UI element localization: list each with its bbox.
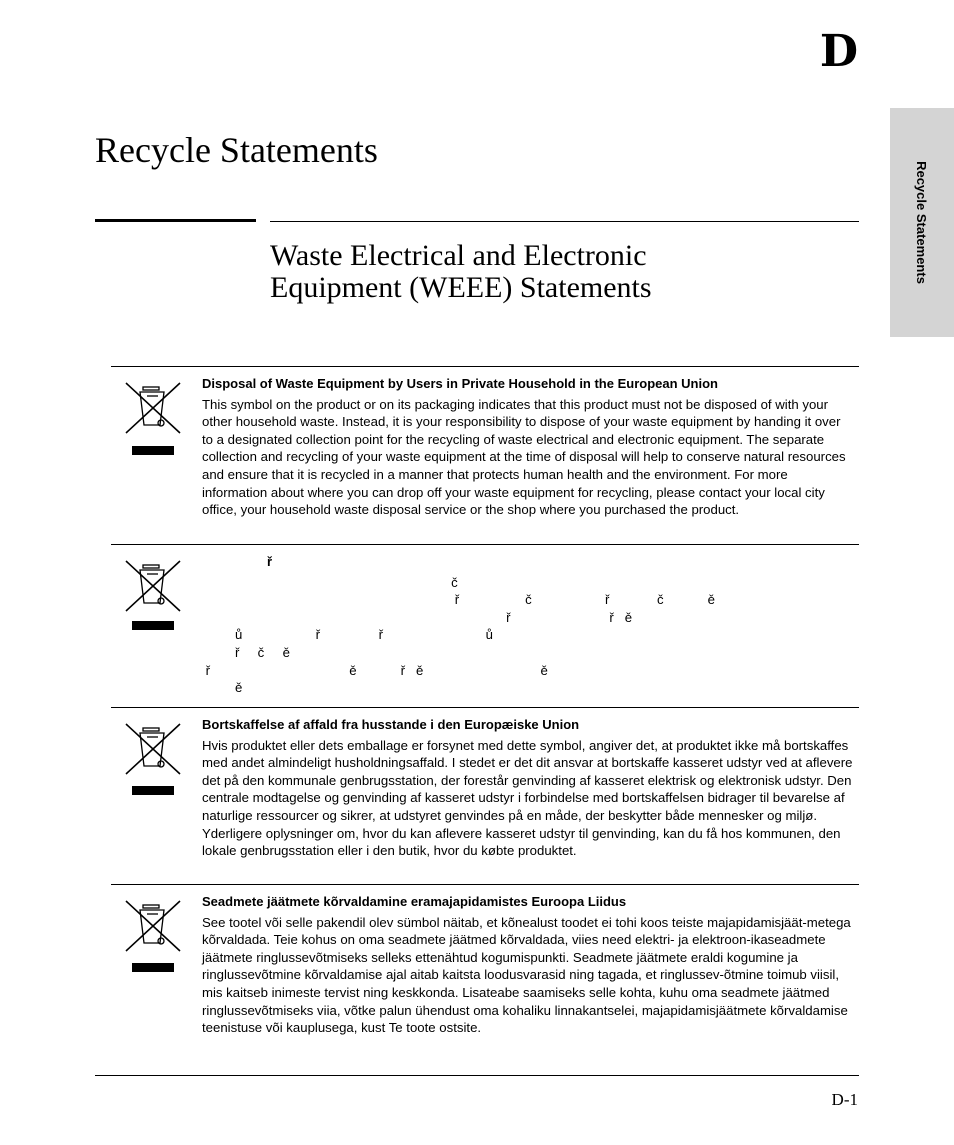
notice-body [202, 553, 859, 699]
notice-estonian [111, 884, 859, 1044]
crossed-out-wheelie-bin-icon [124, 722, 182, 776]
notice-heading: Bortskaffelse af affald fra husstande i den Europæiske Union [202, 717, 580, 732]
side-tab [890, 108, 954, 337]
notice-text: č ř č ř č ě ř ř ě ů ř ř ů ř č ě ř ě ř ě ě ě [205, 574, 715, 696]
section-title-line1: Waste Electrical and Electronic [270, 239, 647, 272]
notice-text: See tootel või selle pakendil olev sümbol näitab, et kõnealust toodet ei tohi koos teiste majapidamisjäät-metega kõrvaldada. Teie kohus on oma seadmete jäätmed kõrvaldada, viies need elektri- ja elektroon-ikaseadmete jäätmete ringlussevõtmiseks selleks ettenähtud kogumispunkti. Seadmete jäätmete eraldi kogumine ja ringlussevõtmine kõrvaldamise ajal aitab kaitsta loodusvarasid ning tagada, et ringlussev-õtmine toimub viisil, mis kaitseb inimeste tervist ning keskkonda. Lisateabe saamiseks selle kohta, kuhu oma seadmete jäätmed ringlussevõtmiseks viia, võtke palun ühendust oma kohaliku linnakantselei, majapidamisjäätmete kõrvaldamise teenistuse või kauplusega, kust Te toote ostsite. [202, 914, 851, 1036]
notice-icon-cell [111, 375, 202, 536]
notice-czech [111, 544, 859, 707]
notice-body [202, 893, 859, 1036]
bin-bar [132, 621, 174, 630]
page-number: D-1 [831, 1090, 858, 1109]
chapter-rule-thin [270, 221, 859, 222]
bin-bar [132, 963, 174, 972]
notice-heading: Disposal of Waste Equipment by Users in Private Household in the European Union [202, 376, 718, 391]
crossed-out-wheelie-bin-icon [124, 899, 182, 953]
notice-heading: ř [202, 554, 273, 569]
bin-bar [132, 446, 174, 455]
notice-icon-cell [111, 893, 202, 1036]
section-title-line2: Equipment (WEEE) Statements [270, 271, 652, 304]
notice-text: Hvis produktet eller dets emballage er forsynet med dette symbol, angiver det, at produktet ikke må bortskaffes med andet almindeligt husholdningsaffald. I stedet er det dit ansvar at bortskaffe kasseret udstyr ved at aflevere det på den kommunale genbrugsstation, der forestår genvinding af kasseret elektrisk og elektronisk udstyr. Den centrale modtagelse og genvinding af kasseret udstyr i forbindelse med bortskaffelsen bidrager til bevarelse af naturlige ressourcer og sikrer, at udstyret genvindes på en måde, der beskytter både mennesker og miljø. Yderligere oplysninger om, hvor du kan aflevere kasseret udstyr til genvinding, kan du få hos kommunen, den lokale genbrugsstation eller i den butik, hvor du købte produktet. [202, 737, 853, 859]
crossed-out-wheelie-bin-icon [124, 559, 182, 613]
notice-body [202, 716, 859, 876]
notice-english [111, 366, 859, 544]
notice-body [202, 375, 859, 536]
chapter-rule-thick [95, 219, 256, 222]
bin-bar [132, 786, 174, 795]
notice-icon-cell [111, 553, 202, 699]
crossed-out-wheelie-bin-icon [124, 381, 182, 435]
section-title [270, 240, 830, 304]
notice-danish [111, 707, 859, 884]
notice-list [111, 366, 859, 1044]
notice-icon-cell [111, 716, 202, 876]
notice-heading: Seadmete jäätmete kõrvaldamine eramajapidamistes Euroopa Liidus [202, 894, 627, 909]
side-tab-label: Recycle Statements [914, 161, 930, 284]
appendix-letter: D [819, 26, 858, 77]
footer-rule [95, 1075, 859, 1076]
chapter-title: Recycle Statements [95, 130, 378, 170]
notice-text: This symbol on the product or on its packaging indicates that this product must not be disposed of with your other household waste. Instead, it is your responsibility to dispose of your waste equipment by handing it over to a designated collection point for the recycling of waste electrical and electronic equipment. The separate collection and recycling of your waste equipment at the time of disposal will help to conserve natural resources and ensure that it is recycled in a manner that protects human health and the environment. For more information about where you can drop off your waste equipment for recycling, please contact your local city office, your household waste disposal service or the shop where you purchased the product. [202, 396, 846, 518]
